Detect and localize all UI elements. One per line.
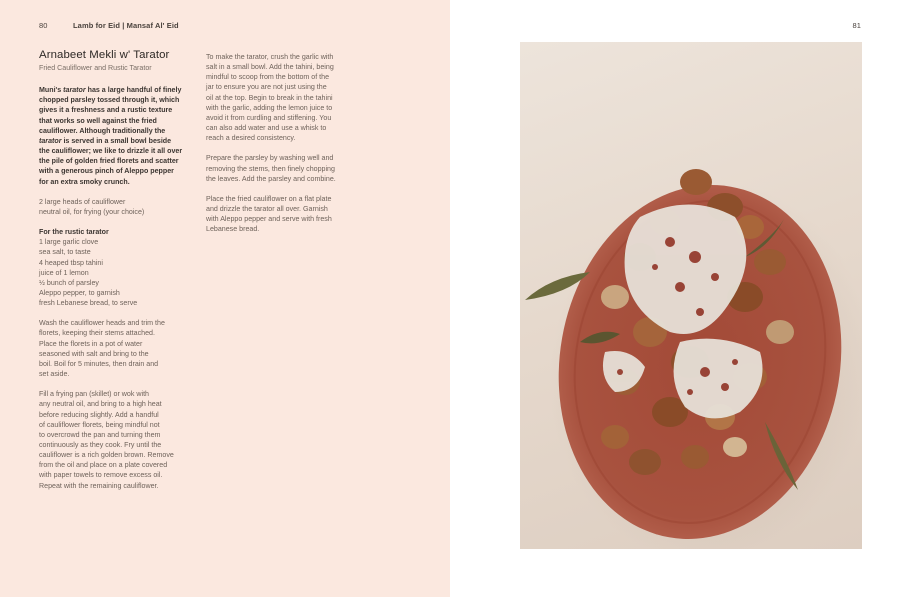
text-line: Wash the cauliflower heads and trim the (39, 319, 165, 328)
text-line: Repeat with the remaining cauliflower. (39, 481, 159, 490)
text-line: sea salt, to taste (39, 248, 91, 257)
text-line: boil. Boil for 5 minutes, then drain and (39, 359, 159, 368)
text-line: mindful to scoop from the bottom of the (206, 73, 330, 82)
text-line: with Aleppo pepper and serve with fresh (206, 215, 332, 224)
method-step (206, 194, 348, 235)
text-line: juice of 1 lemon (39, 268, 89, 277)
text-line: Fill a frying pan (skillet) or wok with (39, 390, 149, 399)
text-line: from the oil and place on a plate covered (39, 461, 168, 470)
text-line: Aleppo pepper, to garnish (39, 288, 120, 297)
text-line: 1 large garlic clove (39, 238, 99, 247)
tarator-heading: For the rustic tarator (39, 228, 109, 237)
text-line: ½ bunch of parsley (39, 278, 99, 287)
text-line: avoid it from curdling and stiffening. You (206, 113, 332, 122)
ingredients-main (39, 197, 185, 217)
text-line: can also add water and use a whisk to (206, 124, 327, 133)
text-line: Lebanese bread. (206, 225, 260, 234)
text-line: fresh Lebanese bread, to serve (39, 299, 138, 308)
right-page (450, 0, 900, 597)
intro-line: Muni's tarator has a large handful of finely (39, 86, 182, 95)
intro-line: the pile of golden fried florets and scatter (39, 157, 179, 166)
text-line: seasoned with salt and bring to the (39, 349, 149, 358)
recipe-title: Arnabeet Mekli w' Tarator (39, 49, 170, 61)
text-line: with the garlic, adding the lemon juice to (206, 103, 333, 112)
text-line: 2 large heads of cauliflower (39, 197, 126, 206)
text-line: of cauliflower florets, being mindful not (39, 420, 160, 429)
intro-line: cauliflower. Although traditionally the (39, 126, 166, 135)
method-step (206, 153, 348, 183)
text-line: florets, keeping their stems attached. (39, 329, 155, 338)
text-line: To make the tarator, crush the garlic with (206, 53, 334, 61)
text-line: oil at the top. Begin to break in the tahini (206, 93, 333, 102)
text-line: salt in a small bowl. Add the tahini, being (206, 63, 334, 72)
food-photo (520, 42, 862, 549)
text-line: 4 heaped tbsp tahini (39, 258, 103, 267)
intro-line: that works so well against the fried (39, 116, 157, 125)
text-line: removing the stems, then finely chopping (206, 164, 335, 173)
method-step (39, 318, 185, 379)
intro-line: tarator is served in a small bowl beside (39, 136, 172, 145)
text-line: Place the fried cauliflower on a flat plate (206, 194, 332, 203)
method-step (39, 389, 185, 491)
text-line: neutral oil, for frying (your choice) (39, 207, 145, 216)
text-line: cauliflower is a rich golden brown. Remove (39, 451, 174, 460)
running-head: Lamb for Eid | Mansaf Al' Eid (73, 21, 179, 30)
text-line: the leaves. Add the parsley and combine. (206, 174, 336, 183)
text-line: set aside. (39, 370, 70, 379)
page-number-left: 80 (39, 21, 48, 30)
text-line: Place the florets in a pot of water (39, 339, 143, 348)
text-line: jar to ensure you are not just using the (206, 83, 327, 92)
text-line: before reducing slightly. Add a handful (39, 410, 159, 419)
text-line: Prepare the parsley by washing well and (206, 154, 334, 163)
intro-line: chopped parsley tossed through it, which (39, 96, 180, 105)
text-line: to overcrowd the pan and turning them (39, 430, 161, 439)
recipe-intro (39, 85, 185, 187)
text-line: continuously as they cook. Fry until the (39, 441, 162, 449)
cauliflower-plate-illustration (520, 42, 862, 549)
recipe-column-1 (39, 48, 185, 501)
tarator-list (39, 237, 185, 308)
intro-line: for an extra smoky crunch. (39, 177, 130, 186)
method-steps-1 (39, 318, 185, 491)
text-line: and drizzle the tarator all over. Garnish (206, 205, 328, 214)
method-step (206, 52, 348, 143)
page-number-right: 81 (852, 21, 861, 30)
text-line: any neutral oil, and bring to a high heat (39, 400, 162, 409)
intro-line: with a generous pinch of Aleppo pepper (39, 167, 174, 176)
intro-line: gives it a freshness and a rustic texture (39, 106, 173, 115)
recipe-subtitle: Fried Cauliflower and Rustic Tarator (39, 64, 152, 72)
recipe-column-2 (206, 52, 348, 245)
text-line: reach a desired consistency. (206, 134, 296, 143)
ingredients-tarator (39, 227, 185, 308)
text-line: with paper towels to remove excess oil. (39, 471, 163, 480)
intro-line: the cauliflower; we like to drizzle it all over (39, 147, 183, 156)
